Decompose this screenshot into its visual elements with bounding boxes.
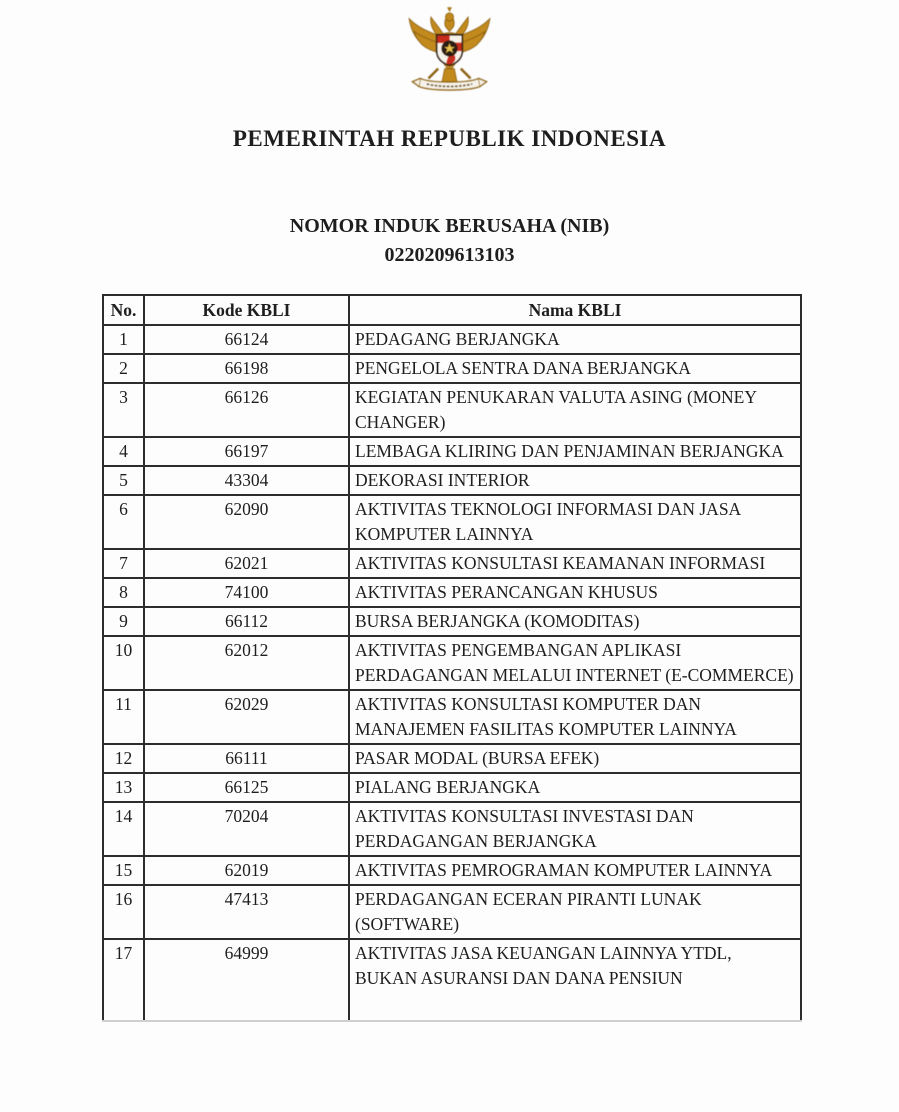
cell-kode: 66197: [144, 437, 349, 466]
table-row: [103, 495, 801, 549]
kbli-table-head: [103, 295, 801, 325]
table-row: [103, 636, 801, 690]
cell-kode: 66111: [144, 744, 349, 773]
cell-kode: 66112: [144, 607, 349, 636]
cell-nama: AKTIVITAS PERANCANGAN KHUSUS: [349, 578, 801, 607]
cell-nama: PASAR MODAL (BURSA EFEK): [349, 744, 801, 773]
table-row: [103, 607, 801, 636]
cell-nama: PIALANG BERJANGKA: [349, 773, 801, 802]
cell-kode: 62012: [144, 636, 349, 690]
cell-kode: 70204: [144, 802, 349, 856]
cell-kode: 43304: [144, 466, 349, 495]
cell-kode: 66124: [144, 325, 349, 354]
table-row: [103, 325, 801, 354]
table-header-row: [103, 295, 801, 325]
cell-no: 5: [103, 466, 144, 495]
cell-nama: AKTIVITAS KONSULTASI INVESTASI DAN PERDAGANGAN BERJANGKA: [349, 802, 801, 856]
table-row: [103, 856, 801, 885]
cell-kode: 62090: [144, 495, 349, 549]
cell-kode: 66198: [144, 354, 349, 383]
table-row: [103, 437, 801, 466]
cell-nama: AKTIVITAS PEMROGRAMAN KOMPUTER LAINNYA: [349, 856, 801, 885]
cell-no: 16: [103, 885, 144, 939]
kbli-table-body: [103, 325, 801, 1021]
table-row: [103, 466, 801, 495]
table-row: [103, 885, 801, 939]
cell-no: 9: [103, 607, 144, 636]
cell-nama: KEGIATAN PENUKARAN VALUTA ASING (MONEY CHANGER): [349, 383, 801, 437]
cell-kode: 62019: [144, 856, 349, 885]
document-heading: [0, 212, 899, 270]
table-row: [103, 773, 801, 802]
cell-nama: DEKORASI INTERIOR: [349, 466, 801, 495]
column-header-kode: Kode KBLI: [144, 295, 349, 325]
cell-nama: BURSA BERJANGKA (KOMODITAS): [349, 607, 801, 636]
cell-no: 13: [103, 773, 144, 802]
document-title: NOMOR INDUK BERUSAHA (NIB): [289, 215, 610, 237]
cell-nama: PEDAGANG BERJANGKA: [349, 325, 801, 354]
cell-no: 14: [103, 802, 144, 856]
cell-no: 12: [103, 744, 144, 773]
cell-nama: AKTIVITAS KONSULTASI KEAMANAN INFORMASI: [349, 549, 801, 578]
cell-kode: 64999: [144, 939, 349, 1021]
cell-no: 10: [103, 636, 144, 690]
cell-no: 6: [103, 495, 144, 549]
cell-kode: 47413: [144, 885, 349, 939]
cell-no: 7: [103, 549, 144, 578]
nib-number: 0220209613103: [384, 244, 515, 266]
government-title: PEMERINTAH REPUBLIK INDONESIA: [232, 126, 667, 151]
table-row: [103, 744, 801, 773]
table-row: [103, 383, 801, 437]
cell-no: 2: [103, 354, 144, 383]
table-row: [103, 690, 801, 744]
cell-no: 11: [103, 690, 144, 744]
kbli-table: [102, 294, 802, 1022]
column-header-nama: Nama KBLI: [349, 295, 801, 325]
cell-no: 3: [103, 383, 144, 437]
table-row: [103, 578, 801, 607]
garuda-pancasila-icon: [401, 4, 498, 101]
table-row: [103, 802, 801, 856]
cell-nama: AKTIVITAS KONSULTASI KOMPUTER DAN MANAJEMEN FASILITAS KOMPUTER LAINNYA: [349, 690, 801, 744]
table-row: [103, 354, 801, 383]
table-row: [103, 549, 801, 578]
cell-kode: 74100: [144, 578, 349, 607]
cell-no: 1: [103, 325, 144, 354]
cell-no: 8: [103, 578, 144, 607]
emblem-container: [0, 4, 899, 104]
cell-nama: PENGELOLA SENTRA DANA BERJANGKA: [349, 354, 801, 383]
table-row: [103, 939, 801, 1021]
cell-nama: LEMBAGA KLIRING DAN PENJAMINAN BERJANGKA: [349, 437, 801, 466]
cell-no: 17: [103, 939, 144, 1021]
cell-nama: AKTIVITAS JASA KEUANGAN LAINNYA YTDL, BUKAN ASURANSI DAN DANA PENSIUN: [349, 939, 801, 1021]
cell-nama: AKTIVITAS PENGEMBANGAN APLIKASI PERDAGANGAN MELALUI INTERNET (E-COMMERCE): [349, 636, 801, 690]
cell-kode: 62021: [144, 549, 349, 578]
cell-kode: 66125: [144, 773, 349, 802]
cell-kode: 66126: [144, 383, 349, 437]
cell-no: 4: [103, 437, 144, 466]
column-header-no: No.: [103, 295, 144, 325]
cell-kode: 62029: [144, 690, 349, 744]
cell-no: 15: [103, 856, 144, 885]
cell-nama: PERDAGANGAN ECERAN PIRANTI LUNAK (SOFTWARE): [349, 885, 801, 939]
cell-nama: AKTIVITAS TEKNOLOGI INFORMASI DAN JASA KOMPUTER LAINNYA: [349, 495, 801, 549]
